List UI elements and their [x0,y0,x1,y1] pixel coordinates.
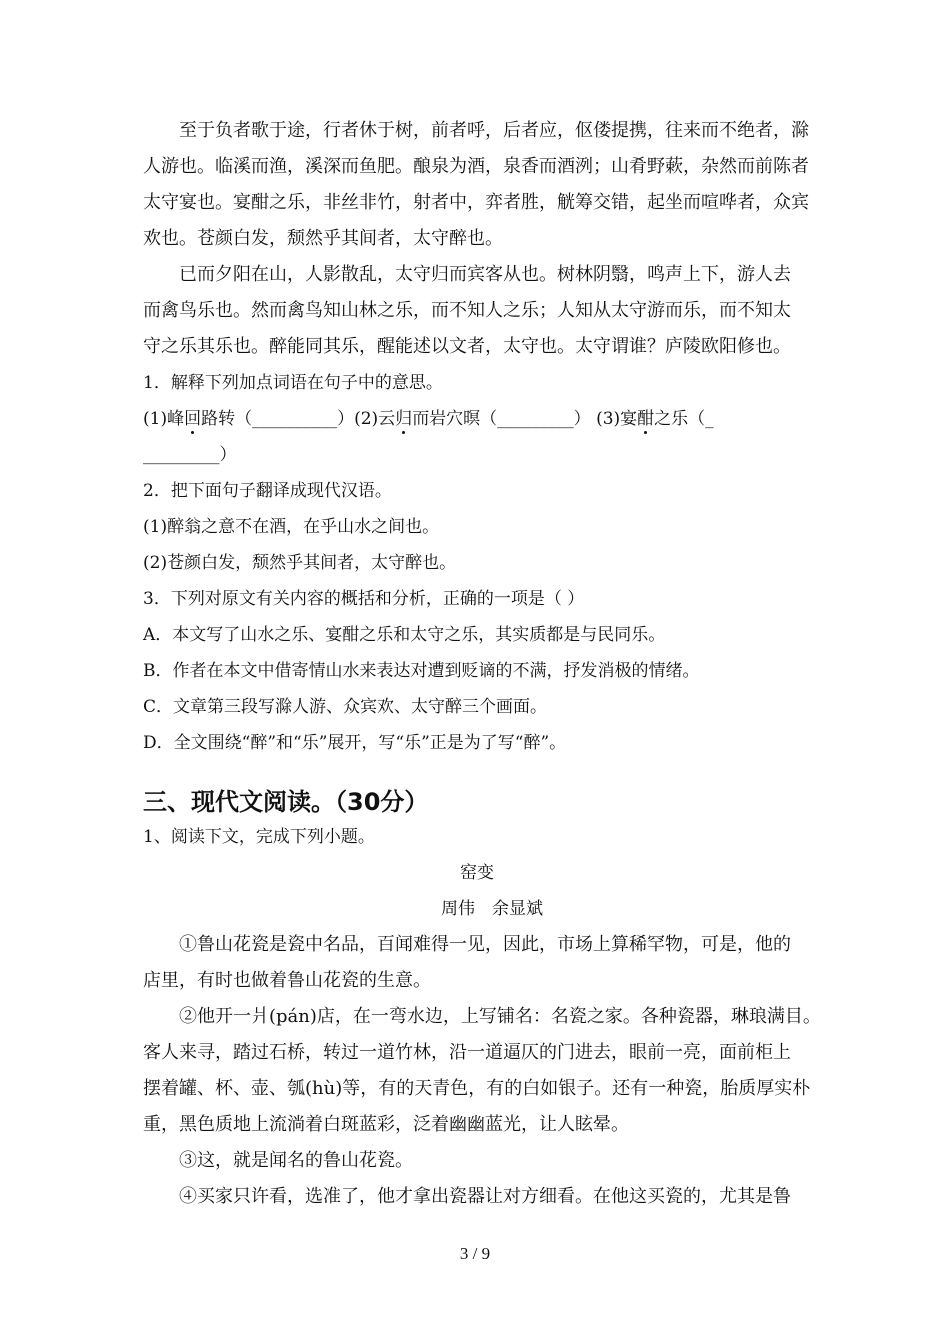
passage-line: 太守宴也。宴酣之乐，非丝非竹，射者中，弈者胜，觥筹交错，起坐而喧哗者，众宾 [143,192,809,213]
passage-line: 守之乐其乐也。醉能同其乐，醒能述以文者，太守也。太守谓谁？庐陵欧阳修也。 [143,336,791,357]
question-3-option-b: B．作者在本文中借寄情山水来表达对遭到贬谪的不满，抒发消极的情绪。 [143,661,700,681]
article-authors: 周伟 余显斌 [441,899,543,919]
passage-line: 已而夕阳在山，人影散乱，太守归而宾客从也。树林阴翳，鸣声上下，游人去 [179,264,791,285]
page-number: 3 / 9 [459,1244,491,1263]
dotted-word: 回 [184,409,202,429]
dotted-word: 归 [395,409,413,429]
passage-line: 而禽鸟乐也。然而禽鸟知山林之乐，而不知人之乐；人知从太守游而乐，而不知太 [143,300,791,321]
passage-line: 人游也。临溪而渔，溪深而鱼肥。酿泉为酒，泉香而酒洌；山肴野蔌，杂然而前陈者 [143,156,809,177]
question-2-title: 2．把下面句子翻译成现代汉语。 [143,481,392,501]
article-line: 店里，有时也做着鲁山花瓷的生意。 [143,970,431,991]
q1-text: 路转（__________）(2)云 [201,409,396,429]
q1-text: (1)峰 [143,409,185,429]
question-3-title: 3．下列对原文有关内容的概括和分析，正确的一项是（ ） [143,589,585,609]
article-line: ③这，就是闻名的鲁山花瓷。 [179,1150,413,1171]
dotted-word: 酣 [637,409,655,429]
section-instruction: 1、阅读下文，完成下列小题。 [143,827,375,847]
question-3-option-d: D．全文围绕“醉”和“乐”展开，写“乐”正是为了写“醉”。 [143,733,567,753]
question-3-option-a: A．本文写了山水之乐、宴酣之乐和太守之乐，其实质都是与民同乐。 [143,625,666,645]
article-line: ④买家只许看，选准了，他才拿出瓷器让对方细看。在他这买瓷的，尤其是鲁 [179,1186,791,1207]
article-line: 重，黑色质地上流淌着白斑蓝彩，泛着幽幽蓝光，让人眩晕。 [143,1114,629,1135]
article-line: 客人来寻，踏过石桥，转过一道竹林，沿一道逼仄的门进去，眼前一亮，面前柜上 [143,1042,791,1063]
document-body [143,118,821,1210]
question-2-item-2: (2)苍颜白发，颓然乎其间者，太守醉也。 [143,553,457,573]
q1-text: 而岩穴暝（_________） (3)宴 [412,409,638,429]
question-2-item-1: (1)醉翁之意不在酒，在乎山水之间也。 [143,517,440,537]
article-title: 窑变 [460,863,494,883]
passage-line: 至于负者歌于途，行者休于树，前者呼，后者应，伛偻提携，往来而不绝者，滁 [179,120,809,141]
question-1-items [143,406,811,432]
article-line: ①鲁山花瓷是瓷中名品，百闻难得一见，因此，市场上算稀罕物，可是，他的 [179,934,791,955]
question-1-blank-continued: _________） [143,445,237,465]
q1-text: 之乐（_ [654,409,714,429]
section-heading: 三、现代文阅读。（30分） [143,788,429,816]
question-1-title: 1．解释下列加点词语在句子中的意思。 [143,373,443,393]
article-line: ②他开一爿(pán)店，在一弯水边，上写铺名：名瓷之家。各种瓷器，琳琅满目。 [179,1006,821,1027]
question-3-option-c: C．文章第三段写滁人游、众宾欢、太守醉三个画面。 [143,697,548,717]
passage-line: 欢也。苍颜白发，颓然乎其间者，太守醉也。 [143,228,503,249]
article-line: 摆着罐、杯、壶、瓠(hù)等，有的天青色，有的白如银子。还有一种瓷，胎质厚实朴 [143,1078,811,1099]
